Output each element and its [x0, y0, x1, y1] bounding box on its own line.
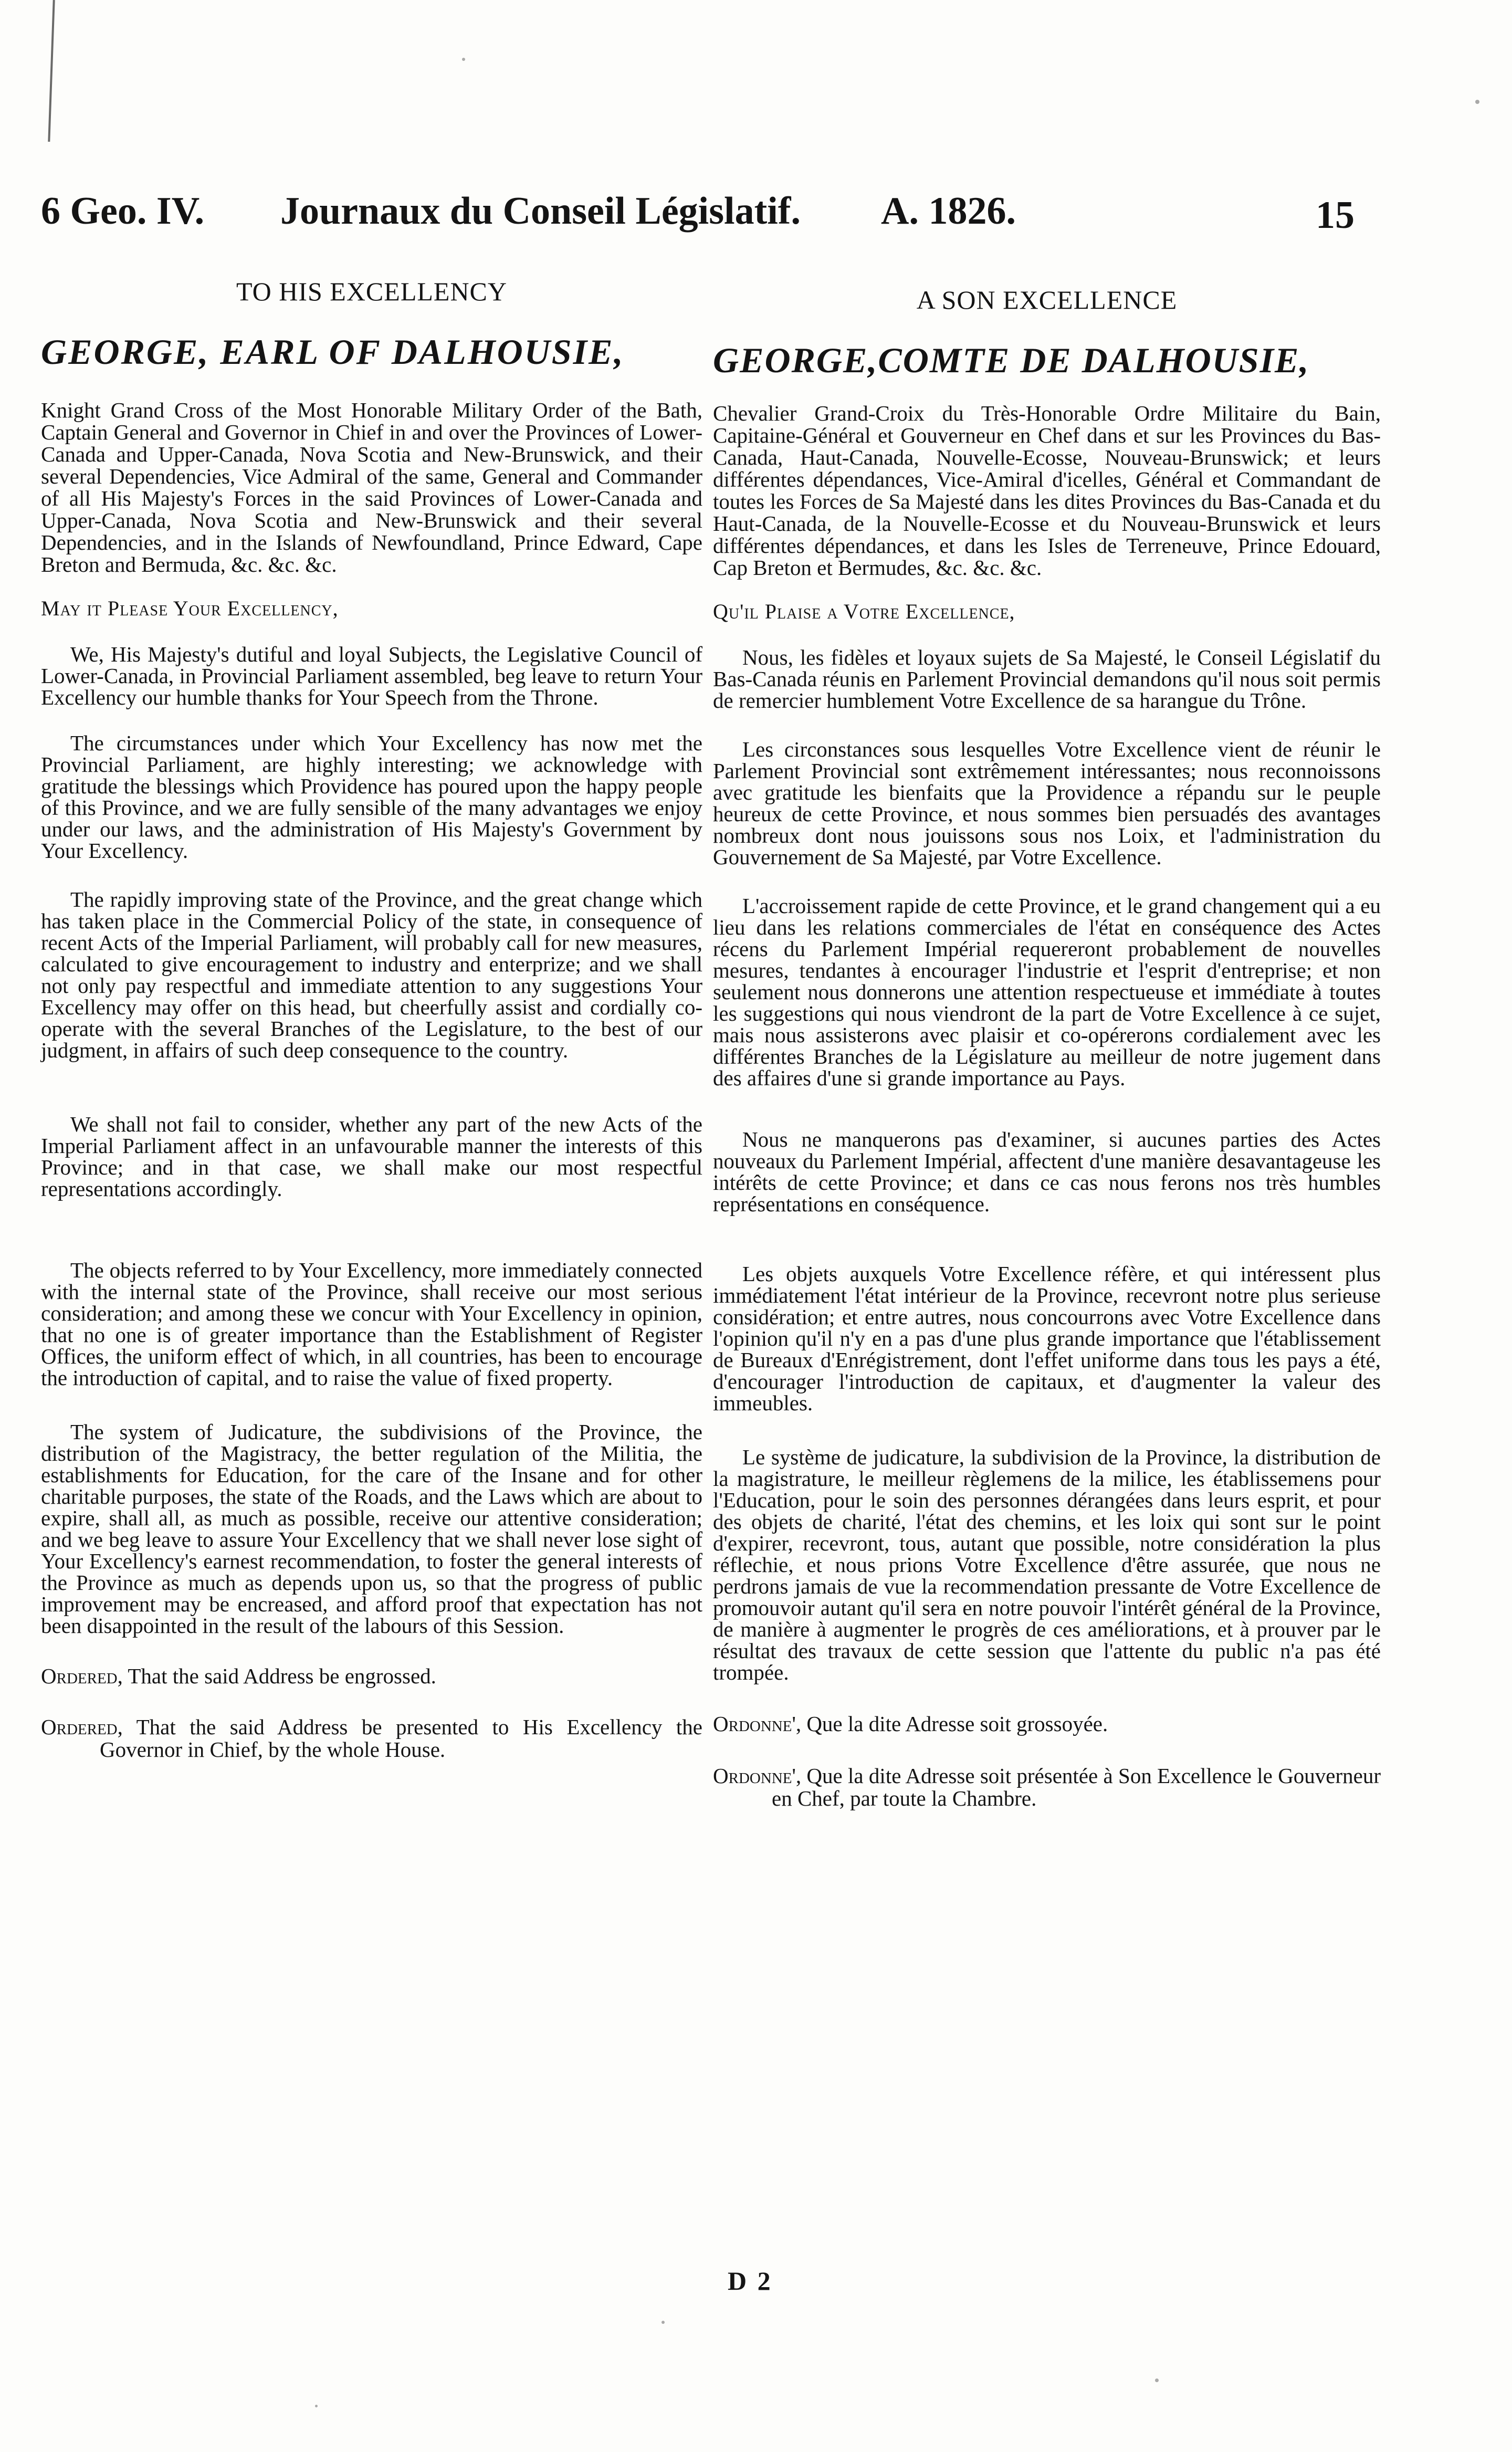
english-paragraph-3: The rapidly improving state of the Province, and the great change which has taken place in the Commercial Policy of the state, in consequence of recent Acts of the Imperial Parliament, will probably call for new measures, calculated to give encouragement to industry and enterprize; and we shall not only pay respectful and immediate attention to any suggestions Your Excellency may offer on this head, but cheerfully assist and cordially co-operate with the several Branches of the Legislature, to the best of our judgment, in affairs of such deep consequence to the country. — [41, 887, 702, 1062]
french-order-text: Que la dite Adresse soit présentée à Son Excellence le Gouverneur en Chef, par toute la Chambre. — [772, 1764, 1381, 1810]
paper-speck — [1155, 2378, 1159, 2382]
paper-speck — [315, 2405, 318, 2407]
english-paragraph-2: The circumstances under which Your Excellency has now met the Provincial Parliament, are highly interesting; we acknowledge with gratitude the blessings which Providence has poured upon the happy people of this Province, and we are fully sensible of the many advantages we enjoy under our laws, and the administration of His Majesty's Government by Your Excellency. — [41, 731, 702, 863]
english-addressee: GEORGE, EARL OF DALHOUSIE, — [41, 332, 625, 372]
running-head — [41, 189, 1374, 247]
french-column — [713, 281, 1381, 1810]
french-order-engrossed — [713, 1713, 1381, 1735]
signature-mark: D 2 — [728, 2266, 773, 2296]
english-order-text: That the said Address be presented to His Excellency the Governor in Chief, by the whole House. — [100, 1715, 702, 1762]
english-order-label: Ordered, — [41, 1664, 123, 1688]
french-paragraph-1: Nous, les fidèles et loyaux sujets de Sa Majesté, le Conseil Législatif du Bas-Canada réunis en Parlement Provincial demandons qu'il nous soit permis de remercier humblement Votre Excellence de sa harangue du Trône. — [713, 645, 1381, 712]
english-heading: TO HIS EXCELLENCY — [236, 277, 508, 306]
english-order-text: That the said Address be engrossed. — [128, 1664, 436, 1688]
french-paragraph-6: Le système de judicature, la subdivision de la Province, la distribution de la magistrature, le meilleur règlemens de la milice, les établissemens pour l'Education, pour le soin des personnes dérangées dans leurs esprit, et pour des objets de charité, l'état des chemins, et les loix qui sont sur le point d'expirer, recevront, tous, autant que possible, notre considération la plus réflechie, et nous prions Votre Excellence d'être assurée, que nous ne perdrons jamais de vue la recommendation pressante de Votre Excellence de promouvoir autant qu'il sera en notre pouvoir l'intérêt général de la Province, de manière à augmenter le progrès de ces améliorations, et à prouver par le résultat des travaux de cette session que l'attente du public n'a pas été trompée. — [713, 1445, 1381, 1684]
english-order-presented — [41, 1716, 702, 1761]
english-paragraph-4: We shall not fail to consider, whether any part of the new Acts of the Imperial Parliament affect in an unfavourable manner the interests of this Province; and in that case, we shall make our most respectful representations accordingly. — [41, 1112, 702, 1201]
english-order-engrossed — [41, 1665, 702, 1688]
english-paragraph-6: The system of Judicature, the subdivisions of the Province, the distribution of the Magistracy, the better regulation of the Militia, the establishments for Education, for the care of the Insane and for other charitable purposes, the state of the Roads, and the Laws which are about to expire, shall all, as much as possible, receive our attentive consideration; and we beg leave to assure Your Excellency that we shall never lose sight of Your Excellency's earnest recommendation, to foster the general interests of the Province as much as depends upon us, so that the progress of public improvement may be encreased, and afford proof that expectation has not been disappointed in the result of the labours of this Session. — [41, 1420, 702, 1638]
french-paragraph-2: Les circonstances sous lesquelles Votre Excellence vient de réunir le Parlement Provincial sont extrêmement intéressantes; nous reconnoissons avec gratitude les bienfaits que la Providence a répandu sur le peuple heureux de cette Province, et nous sommes bien persuadés des avantages nombreux dont nous jouissons sous nos Loix, et l'administration du Gouvernement de Sa Majesté, par Votre Excellence. — [713, 737, 1381, 869]
paper-speck — [662, 2321, 665, 2324]
page-number: 15 — [1316, 194, 1354, 237]
english-order-label: Ordered, — [41, 1715, 123, 1739]
english-paragraph-5: The objects referred to by Your Excellency, more immediately connected with the internal state of the Province, shall receive our most serious consideration; and among these we concur with Your Excellency in opinion, that no one is of greater importance than the Establishment of Register Offices, the uniform effect of which, in all countries, has been to encourage the introduction of capital, and to raise the value of fixed property. — [41, 1258, 702, 1390]
french-order-text: Que la dite Adresse soit grossoyée. — [806, 1712, 1108, 1736]
margin-ink-mark — [48, 0, 55, 142]
french-addressee: GEORGE,COMTE DE DALHOUSIE, — [713, 340, 1310, 380]
paper-speck — [1475, 100, 1479, 104]
french-titles: Chevalier Grand-Croix du Très-Honorable Ordre Militaire du Bain, Capitaine-Général et Gouverneur en Chef dans et sur les Provinces du Bas-Canada, Haut-Canada, Nouvelle-Ecosse, Nouveau-Brunswick; et leurs différentes dépendances, Vice-Amiral d'icelles, Général et Commandant de toutes les Forces de Sa Majesté dans les dites Provinces du Bas-Canada et du Haut-Canada, de la Nouvelle-Ecosse et du Nouveau-Brunswick et leurs différentes dépendances, et dans les Isles de Terreneuve, Prince Edouard, Cap Breton et Bermudes, &c. &c. &c. — [713, 401, 1381, 580]
french-heading: A SON EXCELLENCE — [916, 285, 1178, 315]
english-paragraph-1: We, His Majesty's dutiful and loyal Subjects, the Legislative Council of Lower-Canada, in Provincial Parliament assembled, beg leave to return Your Excellency our humble thanks for Your Speech from the Throne. — [41, 642, 702, 709]
french-order-label: Ordonne', — [713, 1712, 802, 1736]
english-titles: Knight Grand Cross of the Most Honorable Military Order of the Bath, Captain General and Governor in Chief in and over the Provinces of Lower-Canada and Upper-Canada, Nova Scotia and New-Brunswick, and their several Dependencies, Vice Admiral of the same, General and Commander of all His Majesty's Forces in the said Provinces of Lower-Canada and Upper-Canada, Nova Scotia and New-Brunswick and their several Dependencies, and in the Islands of Newfoundland, Prince Edward, Cape Breton and Bermuda, &c. &c. &c. — [41, 398, 702, 577]
english-salutation: May it Please Your Excellency, — [41, 596, 339, 620]
paper-speck — [462, 58, 465, 61]
french-paragraph-5: Les objets auxquels Votre Excellence réfère, et qui intéressent plus immédiatement l'état intérieur de la Province, recevront notre plus serieuse considération; et entre autres, nous concourrons avec Votre Excellence dans l'opinion qu'il n'y en a pas d'une plus grande importance que l'établissement de Bureaux d'Enrégistrement, dont l'effet uniforme dans tous les pays a été, d'encourager l'introduction de capitaux, et d'augmenter la valeur des immeubles. — [713, 1262, 1381, 1415]
french-paragraph-4: Nous ne manquerons pas d'examiner, si aucunes parties des Actes nouveaux du Parlement Impérial, affectent d'une manière desavantageuse les intérêts de cette Province; et dans ce cas nous ferons nos très humbles représentations en conséquence. — [713, 1127, 1381, 1216]
year-reference: A. 1826. — [881, 190, 1016, 233]
french-salutation: Qu'il Plaise a Votre Excellence, — [713, 600, 1015, 623]
english-column — [41, 273, 702, 1761]
french-order-presented — [713, 1765, 1381, 1810]
session-reference: 6 Geo. IV. — [41, 190, 205, 233]
french-paragraph-3: L'accroissement rapide de cette Province, et le grand changement qui a eu lieu dans les relations commerciales de l'état en conséquence des Actes récens du Parlement Impérial requereront probablement de nouvelles mesures, tendantes à encourager l'industrie et l'esprit d'entreprise; et non seulement nous donnerons une attention respectueuse et immédiate à toutes les suggestions qui nous viendront de la part de Votre Excellence à ce sujet, mais nous assisterons avec plaisir et co-opérerons cordialement avec les différentes Branches de la Législature au meilleur de notre jugement dans des affaires d'une si grande importance au Pays. — [713, 894, 1381, 1090]
french-order-label: Ordonne', — [713, 1764, 802, 1788]
journal-title: Journaux du Conseil Législatif. — [280, 190, 801, 233]
